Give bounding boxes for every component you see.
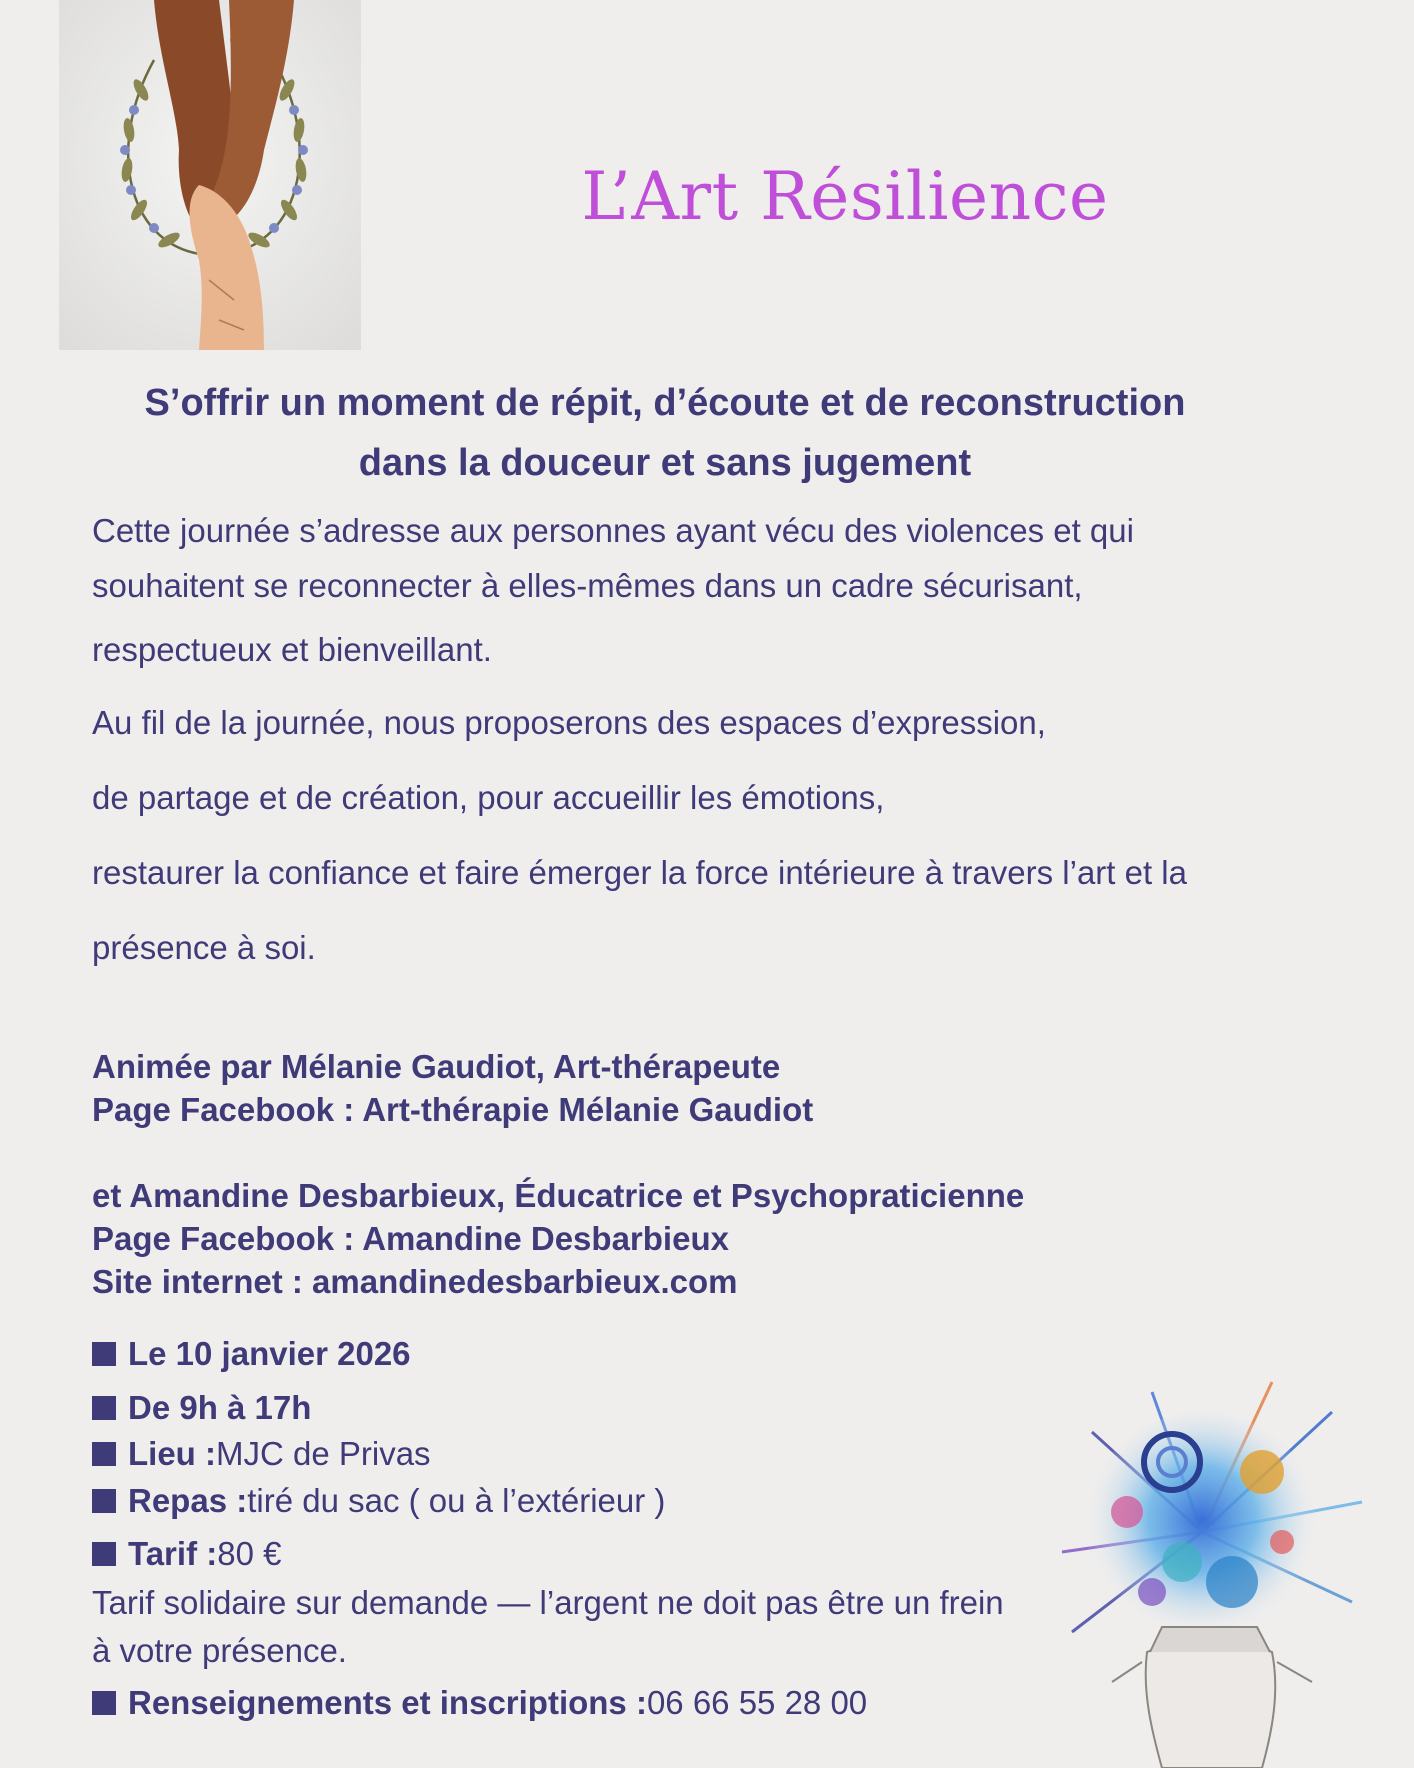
bullet-square-icon bbox=[92, 1542, 116, 1566]
host-1-facebook: Page Facebook : Art-thérapie Mélanie Gaudiot bbox=[92, 1091, 814, 1128]
solidarity-line-1: Tarif solidaire sur demande — l’argent ne doit pas être un frein bbox=[92, 1584, 1004, 1621]
host-2-website: Site internet : amandinedesbarbieux.com bbox=[92, 1263, 738, 1300]
paragraph-1-line-3: respectueux et bienveillant. bbox=[92, 631, 492, 668]
paragraph-2-line-2: de partage et de création, pour accueillir les émotions, bbox=[92, 779, 885, 816]
bullet-square-icon bbox=[92, 1342, 116, 1366]
paragraph-2-line-1: Au fil de la journée, nous proposerons des espaces d’expression, bbox=[92, 704, 1046, 741]
page-title: L’Art Résilience bbox=[581, 158, 1109, 235]
paragraph-2-line-4: présence à soi. bbox=[92, 929, 316, 966]
price-value: 80 € bbox=[217, 1535, 282, 1572]
detail-hours bbox=[92, 1389, 311, 1427]
bullet-square-icon bbox=[92, 1442, 116, 1466]
hours-text: De 9h à 17h bbox=[128, 1389, 312, 1426]
subtitle-line-2: dans la douceur et sans jugement bbox=[358, 442, 972, 484]
host-2-facebook: Page Facebook : Amandine Desbarbieux bbox=[92, 1220, 729, 1257]
paragraph-1-line-1: Cette journée s’adresse aux personnes ayant vécu des violences et qui bbox=[92, 512, 1134, 549]
meal-label: Repas : bbox=[128, 1482, 248, 1519]
date-text: Le 10 janvier 2026 bbox=[128, 1335, 411, 1372]
contact-phone: 06 66 55 28 00 bbox=[646, 1684, 868, 1721]
paragraph-1-line-2: souhaitent se reconnecter à elles-mêmes dans un cadre sécurisant, bbox=[92, 567, 1083, 604]
detail-price bbox=[92, 1535, 281, 1573]
meal-value: tiré du sac ( ou à l’extérieur ) bbox=[247, 1482, 666, 1519]
hands-wreath-illustration bbox=[59, 0, 361, 350]
subtitle bbox=[70, 373, 1260, 493]
colorful-explosion-svg bbox=[1032, 1352, 1382, 1768]
subtitle-line-1: S’offrir un moment de répit, d’écoute et de reconstruction bbox=[144, 382, 1186, 424]
place-label: Lieu : bbox=[128, 1435, 216, 1472]
place-value: MJC de Privas bbox=[216, 1435, 431, 1472]
contact-label: Renseignements et inscriptions : bbox=[128, 1684, 647, 1721]
hands-wreath-svg bbox=[59, 0, 361, 350]
bullet-square-icon bbox=[92, 1489, 116, 1513]
detail-date bbox=[92, 1335, 411, 1373]
solidarity-line-2: à votre présence. bbox=[92, 1632, 347, 1669]
host-1-line: Animée par Mélanie Gaudiot, Art-thérapeute bbox=[92, 1048, 781, 1085]
paragraph-2-line-3: restaurer la confiance et faire émerger la force intérieure à travers l’art et la bbox=[92, 854, 1187, 891]
bullet-square-icon bbox=[92, 1396, 116, 1420]
detail-contact bbox=[92, 1684, 867, 1722]
detail-place bbox=[92, 1435, 431, 1473]
detail-meal bbox=[92, 1482, 665, 1520]
bullet-square-icon bbox=[92, 1691, 116, 1715]
host-2-line: et Amandine Desbarbieux, Éducatrice et Psychopraticienne bbox=[92, 1177, 1025, 1214]
price-label: Tarif : bbox=[128, 1535, 218, 1572]
colorful-explosion-illustration bbox=[1032, 1352, 1382, 1768]
